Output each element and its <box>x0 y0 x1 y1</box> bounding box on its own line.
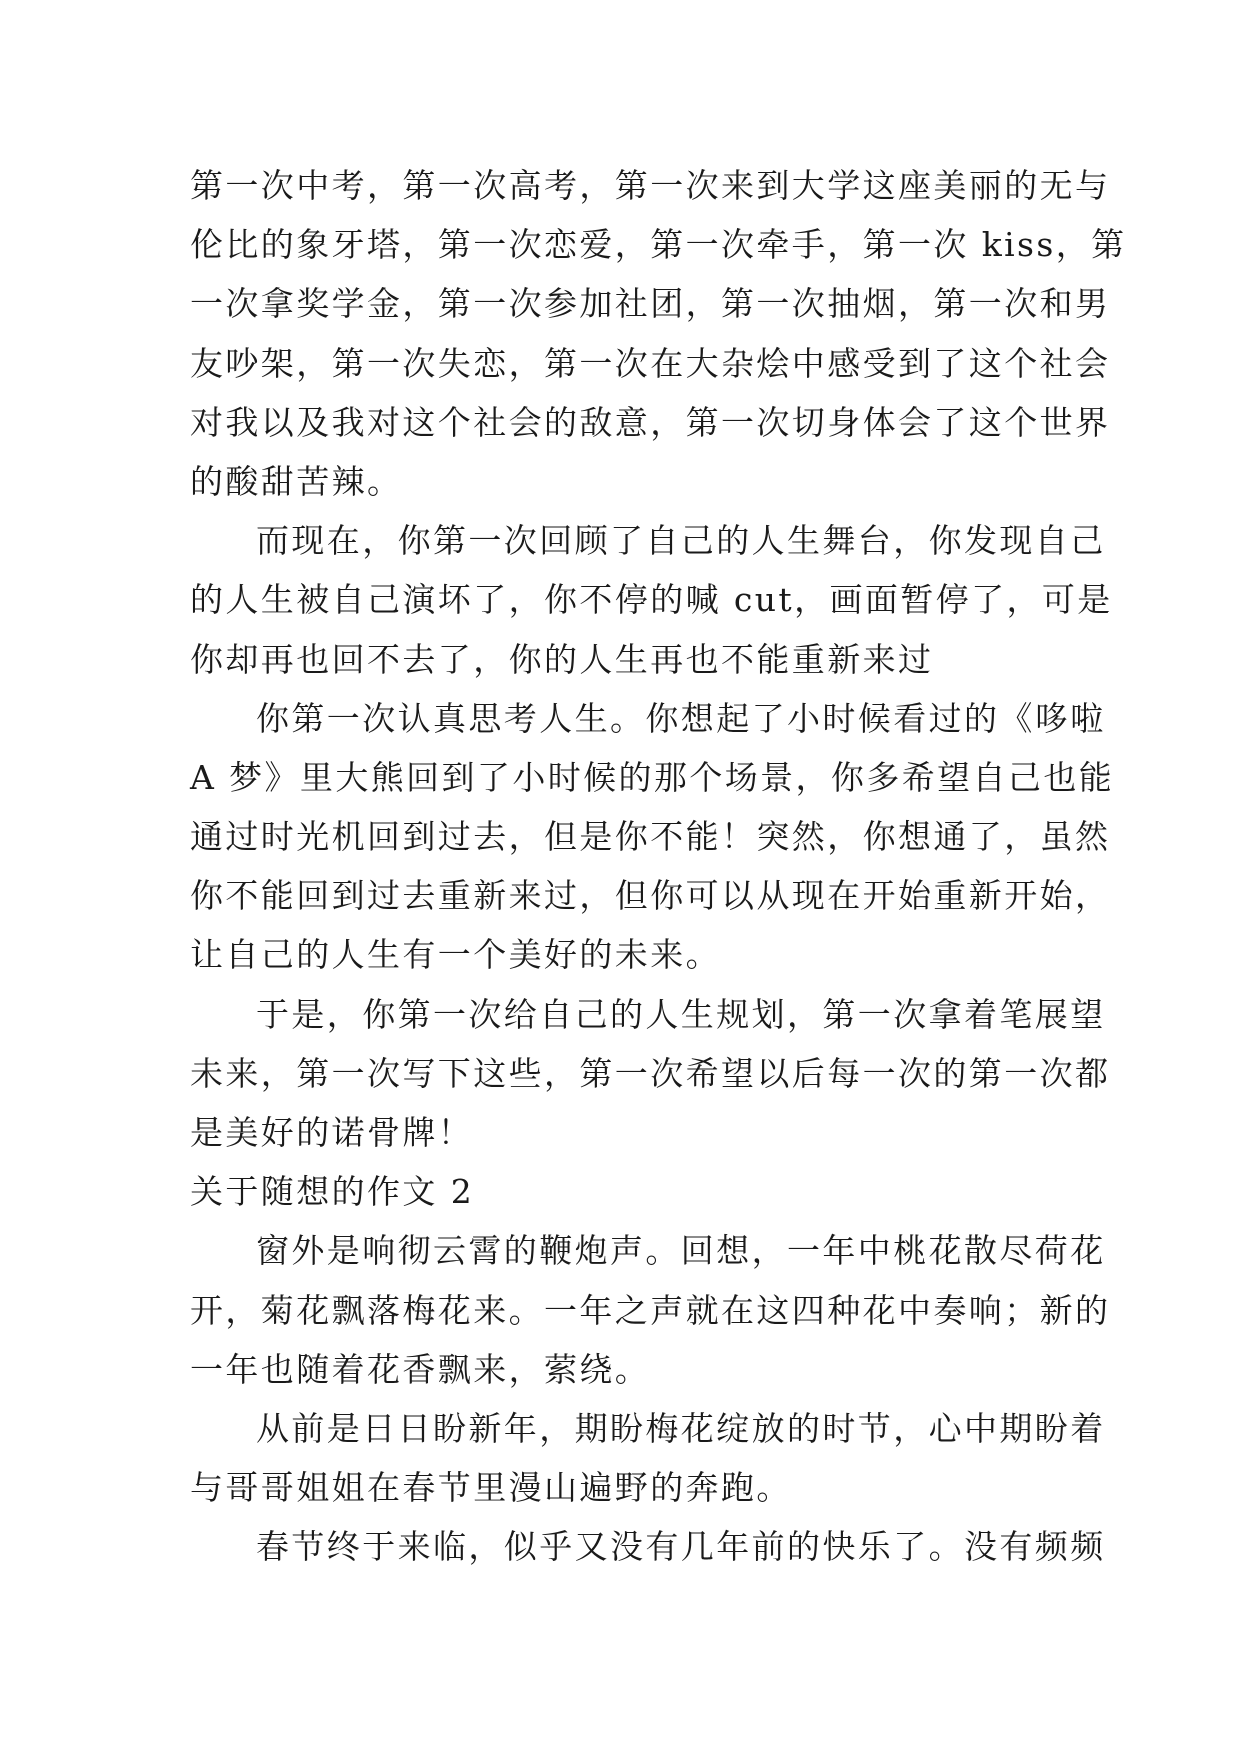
text-line: 与哥哥姐姐在春节里漫山遍野的奔跑。 <box>190 1468 792 1508</box>
text-line: A 梦》里大熊回到了小时候的那个场景，你多希望自己也能 <box>190 757 1115 797</box>
text-line: 伦比的象牙塔，第一次恋爱，第一次牵手，第一次 kiss，第 <box>190 225 1127 265</box>
paragraph-first-line: 于是，你第一次给自己的人生规划，第一次拿着笔展望 <box>256 994 1106 1034</box>
text-line: 友吵架，第一次失恋，第一次在大杂烩中感受到了这个社会 <box>190 343 1111 383</box>
text-line: 通过时光机回到过去，但是你不能！突然，你想通了，虽然 <box>190 817 1111 857</box>
text-line: 的人生被自己演坏了，你不停的喊 cut，画面暂停了，可是 <box>190 580 1113 620</box>
text-line: 你却再也回不去了，你的人生再也不能重新来过 <box>190 639 934 679</box>
text-line: 的酸甜苦辣。 <box>190 461 403 501</box>
text-line: 第一次中考，第一次高考，第一次来到大学这座美丽的无与 <box>190 166 1111 205</box>
paragraph-first-line: 春节终于来临，似乎又没有几年前的快乐了。没有频频 <box>256 1527 1106 1567</box>
text-line: 是美好的诺骨牌！ <box>190 1113 474 1152</box>
essay-body <box>190 156 1127 1577</box>
section-heading: 关于随想的作文 2 <box>190 1172 475 1212</box>
text-line: 让自己的人生有一个美好的未来。 <box>190 935 721 975</box>
text-line: 未来，第一次写下这些，第一次希望以后每一次的第一次都 <box>190 1053 1111 1093</box>
paragraph-first-line: 窗外是响彻云霄的鞭炮声。回想，一年中桃花散尽荷花 <box>256 1231 1106 1271</box>
text-line: 你不能回到过去重新来过，但你可以从现在开始重新开始， <box>190 876 1111 916</box>
paragraph-first-line: 从前是日日盼新年，期盼梅花绽放的时节，心中期盼着 <box>256 1408 1106 1448</box>
text-line: 一年也随着花香飘来，萦绕。 <box>190 1349 651 1389</box>
text-line: 对我以及我对这个社会的敌意，第一次切身体会了这个世界 <box>190 402 1111 442</box>
paragraph-first-line: 而现在，你第一次回顾了自己的人生舞台，你发现自己 <box>256 521 1106 561</box>
text-line: 一次拿奖学金，第一次参加社团，第一次抽烟，第一次和男 <box>190 284 1111 324</box>
paragraph-first-line: 你第一次认真思考人生。你想起了小时候看过的《哆啦 <box>256 698 1106 738</box>
text-line: 开，菊花飘落梅花来。一年之声就在这四种花中奏响；新的 <box>190 1290 1111 1330</box>
